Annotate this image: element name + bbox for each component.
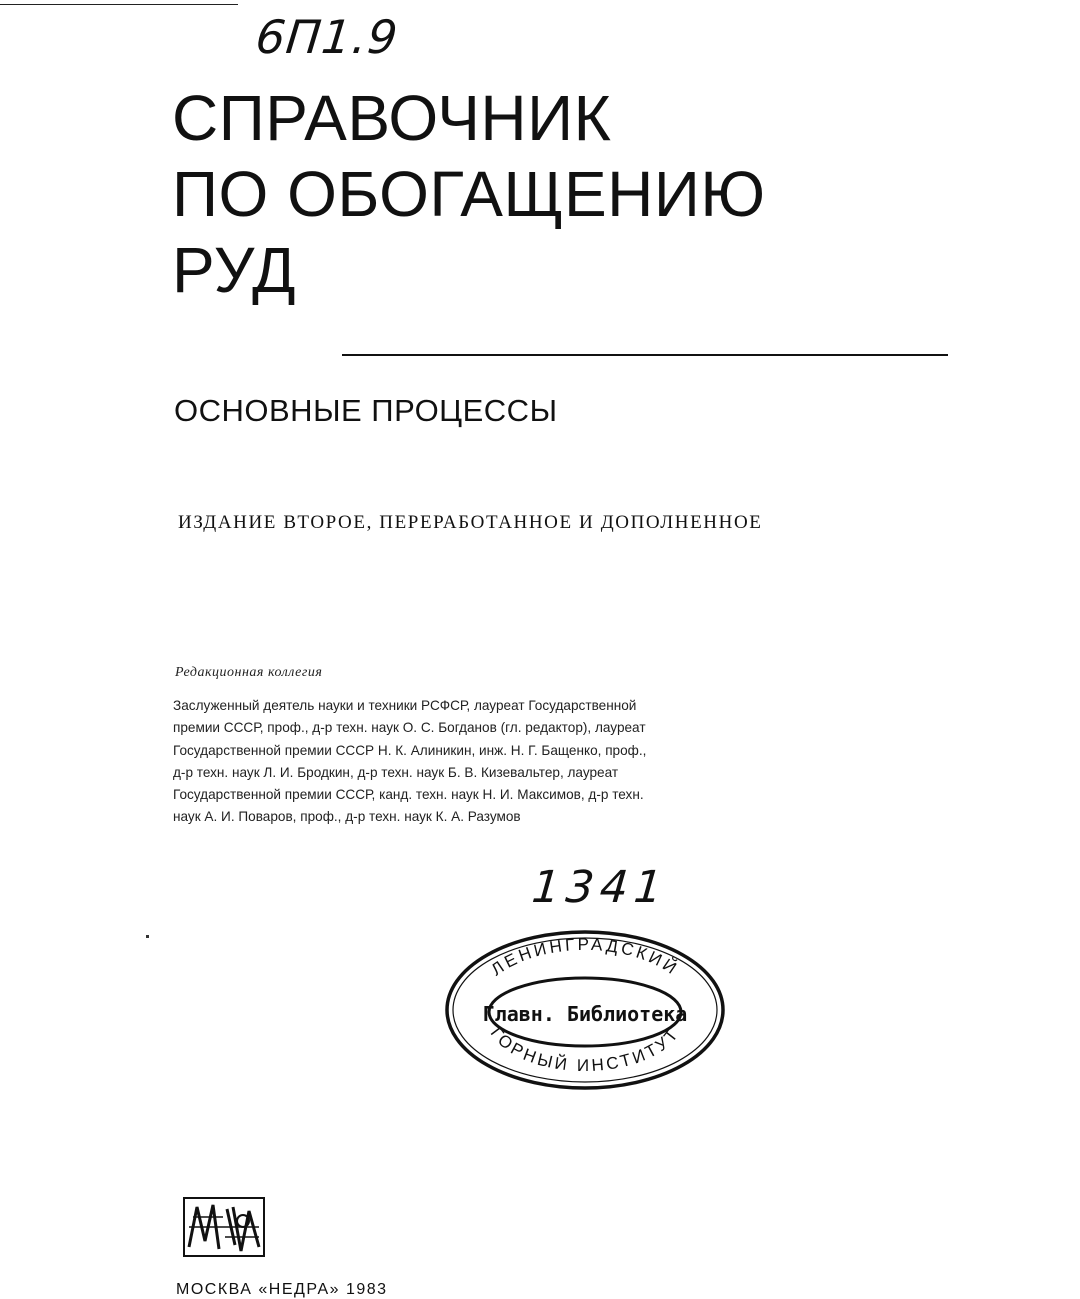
publisher-logo: [183, 1197, 265, 1257]
editorial-board-list: [173, 695, 646, 829]
book-title: [172, 80, 766, 308]
edition-statement: ИЗДАНИЕ ВТОРОЕ, ПЕРЕРАБОТАННОЕ И ДОПОЛНЕННОЕ: [178, 512, 763, 533]
book-title-line-3: РУД: [172, 234, 296, 306]
editorial-board-label: Редакционная коллегия: [175, 665, 323, 680]
book-subtitle: ОСНОВНЫЕ ПРОЦЕССЫ: [174, 393, 558, 428]
book-title-line-1: СПРАВОЧНИК: [172, 82, 612, 154]
top-rule: [0, 4, 238, 5]
library-stamp: [440, 925, 730, 1095]
stamp-outer-text-top: ЛЕНИНГРАДСКИЙ: [487, 934, 683, 980]
editorial-board-line: д-р техн. наук Л. И. Бродкин, д-р техн. наук Б. В. Кизевальтер, лауреат: [173, 764, 619, 780]
title-divider: [342, 354, 948, 356]
stamp-outer-text-bottom: ГОРНЫЙ ИНСТИТУТ: [486, 1023, 684, 1076]
editorial-board-line: наук А. И. Поваров, проф., д-р техн. наук К. А. Разумов: [173, 809, 521, 825]
handwritten-inventory-number: 1341: [529, 862, 671, 913]
editorial-board-line: Государственной премии СССР Н. К. Алиникин, инж. Н. Г. Бащенко, проф.,: [173, 742, 647, 758]
margin-mark: [146, 935, 149, 938]
book-title-line-2: ПО ОБОГАЩЕНИЮ: [172, 158, 766, 230]
handwritten-shelfmark: 6П1.9: [253, 10, 401, 64]
editorial-board-line: Государственной премии СССР, канд. техн. наук Н. И. Максимов, д-р техн.: [173, 787, 644, 803]
editorial-board-line: премии СССР, проф., д-р техн. наук О. С. Богданов (гл. редактор), лауреат: [173, 720, 646, 736]
publisher-imprint: МОСКВА «НЕДРА» 1983: [176, 1281, 388, 1298]
stamp-inner-text: Главн. Библиотека: [482, 1002, 688, 1026]
editorial-board-line: Заслуженный деятель науки и техники РСФСР, лауреат Государственной: [173, 698, 637, 713]
